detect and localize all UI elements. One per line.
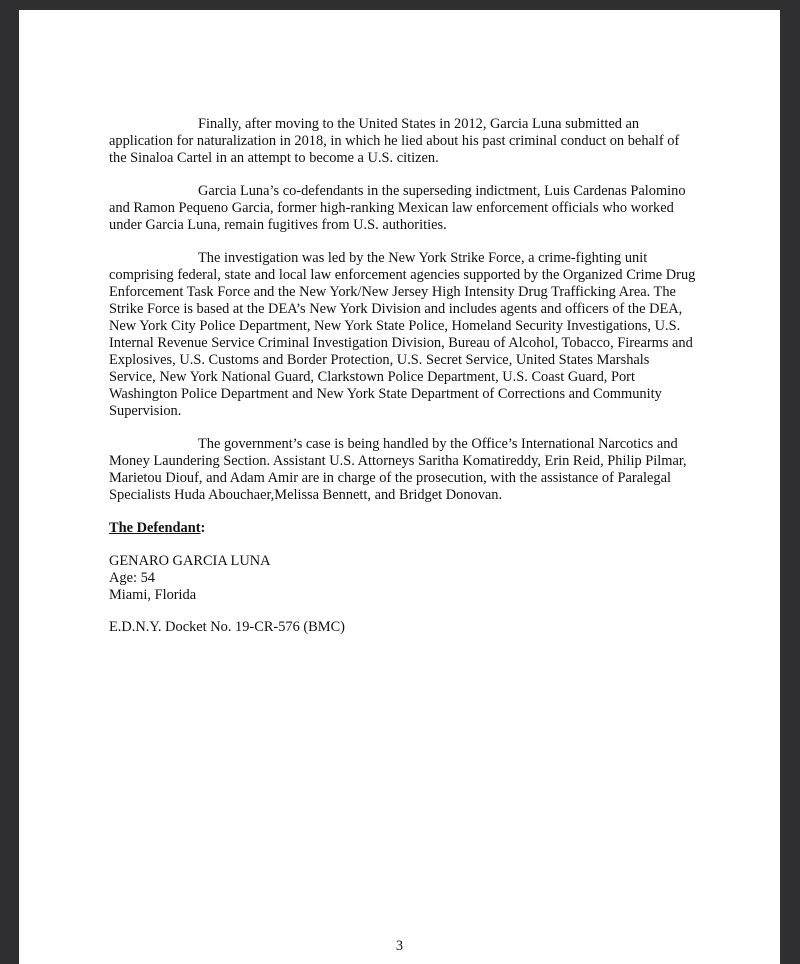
document-page [19,10,780,964]
defendant-location: Miami, Florida [109,587,197,603]
paragraph-naturalization: Finally, after moving to the United States in 2012, Garcia Luna submitted an application for naturalization in 2018, in which he lied about his past criminal conduct on behalf of the Sinaloa Cartel in an attempt to become a U.S. citizen. [109,116,680,166]
paragraph-co-defendants: Garcia Luna’s co-defendants in the superseding indictment, Luis Cardenas Palomino and Ramon Pequeno Garcia, former high-ranking Mexican law enforcement officials who worked under Garcia Luna, remain fugitives from U.S. authorities. [109,183,686,233]
defendant-name: GENARO GARCIA LUNA [109,553,271,569]
defendant-age: Age: 54 [109,570,155,586]
page-number: 3 [395,938,404,954]
docket-number: E.D.N.Y. Docket No. 19-CR-576 (BMC) [109,619,345,635]
defendant-heading-colon: : [200,520,206,536]
defendant-heading: The Defendant [109,520,201,536]
page-content [109,116,699,636]
paragraph-investigation: The investigation was led by the New York Strike Force, a crime-fighting unit comprising federal, state and local law enforcement agencies supported by the Organized Crime Drug Enforcement Task Force and the New York/New Jersey High Intensity Drug Trafficking Area. The Strike Force is based at the DEA’s New York Division and includes agents and officers of the DEA, New York City Police Department, New York State Police, Homeland Security Investigations, U.S. Internal Revenue Service Criminal Investigation Division, Bureau of Alcohol, Tobacco, Firearms and Explosives, U.S. Customs and Border Protection, U.S. Secret Service, United States Marshals Service, New York National Guard, Clarkstown Police Department, U.S. Coast Guard, Port Washington Police Department and New York State Department of Corrections and Community Supervision. [109,250,696,419]
defendant-info [109,553,699,604]
defendant-heading-line [109,520,699,537]
paragraph-prosecution: The government’s case is being handled by the Office’s International Narcotics and Money Laundering Section. Assistant U.S. Attorneys Saritha Komatireddy, Erin Reid, Philip Pilmar, Marietou Diouf, and Adam Amir are in charge of the prosecution, with the assistance of Paralegal Specialists Huda Abouchaer,Melissa Bennett, and Bridget Donovan. [109,436,687,503]
